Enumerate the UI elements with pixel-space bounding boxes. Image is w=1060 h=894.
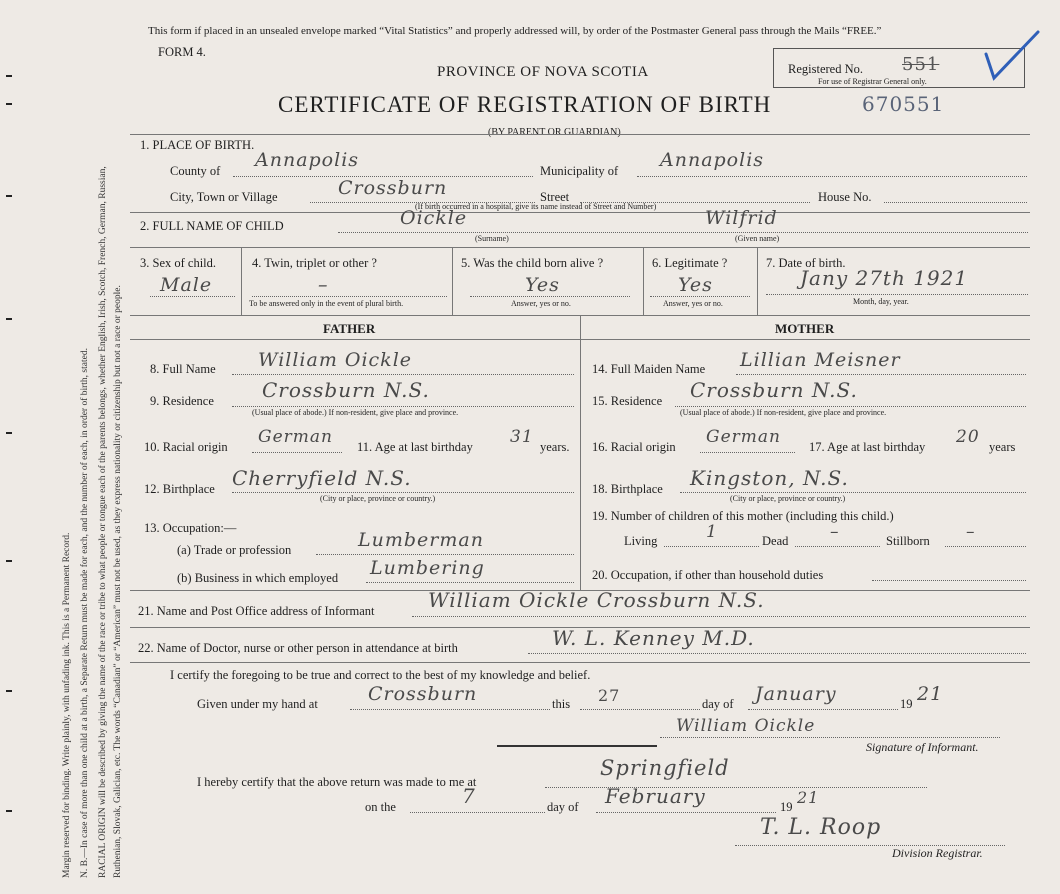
province-heading: PROVINCE OF NOVA SCOTIA — [437, 64, 649, 80]
return-month-value: February — [605, 784, 706, 808]
given-under-label: Given under my hand at — [197, 697, 318, 711]
stillborn-value: – — [966, 522, 976, 542]
sex-label: 3. Sex of child. — [140, 256, 217, 270]
rule-v — [241, 247, 242, 315]
certificate-title: CERTIFICATE OF REGISTRATION OF BIRTH — [278, 92, 772, 117]
father-business-line — [366, 582, 574, 583]
doctor-value: W. L. Kenney M.D. — [552, 626, 755, 650]
house-line — [884, 202, 1027, 203]
father-name-line — [232, 374, 574, 375]
municipality-label: Municipality of — [540, 164, 619, 178]
mother-birthplace-line — [680, 492, 1026, 493]
father-age-value: 31 — [510, 427, 534, 447]
alive-label: 5. Was the child born alive ? — [461, 256, 604, 270]
stamped-number: 670551 — [862, 92, 945, 116]
father-race-label: 10. Racial origin — [144, 440, 228, 454]
child-name-label: 2. FULL NAME OF CHILD — [140, 219, 284, 233]
mother-race-label: 16. Racial origin — [592, 440, 676, 454]
mother-race-value: German — [706, 427, 781, 447]
mother-race-line — [700, 452, 795, 453]
margin-note-nationality: Ruthenian, Slovak, Galician, etc. The words “Canadian” or “American” must not be used, as they express nationality or citizenship but not a race or people. — [113, 285, 123, 878]
given-day-line — [580, 709, 700, 710]
living-value: 1 — [706, 522, 718, 542]
mother-heading: MOTHER — [775, 321, 835, 336]
certify-statement: I certify the foregoing to be true and correct to the best of my knowledge and belief. — [170, 668, 591, 682]
punch-mark — [6, 690, 12, 692]
return-month-line — [596, 812, 776, 813]
father-birthplace-line — [232, 492, 574, 493]
return-place-value: Springfield — [600, 756, 730, 780]
father-birthplace-label: 12. Birthplace — [144, 482, 215, 496]
return-place-line — [545, 787, 927, 788]
legitimate-line — [650, 296, 750, 297]
mother-age-label: 17. Age at last birthday — [809, 440, 926, 454]
house-label: House No. — [818, 190, 872, 204]
form-number: FORM 4. — [158, 45, 206, 59]
county-value: Annapolis — [255, 149, 360, 171]
twin-label: 4. Twin, triplet or other ? — [252, 256, 377, 270]
doctor-line — [528, 653, 1026, 654]
registrar-signature: T. L. Roop — [760, 815, 882, 840]
return-day-of-label: day of — [547, 800, 579, 814]
return-year-value: 21 — [797, 788, 820, 807]
mother-name-value: Lillian Meisner — [740, 349, 901, 371]
rule-v — [452, 247, 453, 315]
father-trade-line — [316, 554, 574, 555]
father-occupation-label: 13. Occupation:— — [144, 521, 237, 535]
father-residence-value: Crossburn N.S. — [262, 378, 430, 402]
alive-caption: Answer, yes or no. — [511, 299, 571, 308]
father-race-value: German — [258, 427, 333, 447]
mother-occupation-label: 20. Occupation, if other than household duties — [592, 568, 824, 582]
punch-mark — [6, 432, 12, 434]
mother-age-value: 20 — [956, 427, 980, 447]
mother-name-line — [736, 374, 1026, 375]
father-name-label: 8. Full Name — [150, 362, 216, 376]
twin-line — [252, 296, 447, 297]
return-day-line — [410, 812, 545, 813]
informant-line — [412, 616, 1026, 617]
legitimate-value: Yes — [678, 274, 713, 296]
informant-signature-caption: Signature of Informant. — [866, 740, 979, 754]
given-year-value: 21 — [917, 683, 944, 705]
mother-birthplace-value: Kingston, N.S. — [690, 466, 849, 490]
margin-note-plural-birth: N. B.—In case of more than one child at a birth, a Separate Return must be made for each, and the number of each, in order of birth, stated. — [80, 348, 90, 878]
doctor-label: 22. Name of Doctor, nurse or other person in attendance at birth — [138, 641, 458, 655]
child-given-value: Wilfrid — [705, 207, 778, 229]
rule-v — [757, 247, 758, 315]
legitimate-caption: Answer, yes or no. — [663, 299, 723, 308]
return-statement: I hereby certify that the above return was made to me at — [197, 775, 477, 789]
registered-label: Registered No. — [788, 62, 863, 76]
given-day-value: 27 — [598, 686, 621, 705]
postal-notice: This form if placed in an unsealed envelope marked “Vital Statistics” and properly addressed will, by order of the Postmaster General pass through the Mails “FREE.” — [148, 25, 882, 37]
rule — [130, 212, 1030, 213]
informant-signature-line — [660, 737, 1000, 738]
mother-name-label: 14. Full Maiden Name — [592, 362, 706, 376]
father-race-line — [252, 452, 342, 453]
registered-number: 551 — [902, 54, 940, 75]
city-value: Crossburn — [338, 177, 448, 199]
sex-value: Male — [160, 274, 213, 296]
punch-mark — [6, 810, 12, 812]
place-of-birth-heading: 1. PLACE OF BIRTH. — [140, 138, 255, 152]
dob-caption: Month, day, year. — [853, 297, 909, 306]
alive-value: Yes — [525, 274, 560, 296]
given-place-value: Crossburn — [368, 683, 478, 705]
father-trade-value: Lumberman — [358, 529, 484, 551]
year-printed: 19 — [900, 697, 913, 711]
father-residence-caption: (Usual place of abode.) If non-resident, give place and province. — [252, 408, 459, 417]
rule — [130, 247, 1030, 248]
father-residence-line — [232, 406, 574, 407]
rule — [497, 745, 657, 747]
rule — [130, 339, 1030, 340]
county-label: County of — [170, 164, 221, 178]
dead-label: Dead — [762, 534, 789, 548]
rule — [130, 662, 1030, 663]
father-trade-label: (a) Trade or profession — [177, 543, 292, 557]
father-name-value: William Oickle — [258, 349, 413, 371]
return-day-value: 7 — [462, 784, 476, 808]
given-month-line — [748, 709, 898, 710]
mother-residence-caption: (Usual place of abode.) If non-resident, give place and province. — [680, 408, 887, 417]
twin-caption: To be answered only in the event of plural birth. — [249, 299, 404, 308]
checkmark-icon — [982, 28, 1042, 84]
father-birthplace-value: Cherryfield N.S. — [232, 466, 412, 490]
child-surname-value: Oickle — [400, 207, 468, 229]
father-birthplace-caption: (City or place, province or country.) — [320, 494, 436, 503]
street-label: Street — [540, 190, 570, 204]
mother-years-label: years — [989, 440, 1016, 454]
punch-mark — [6, 103, 12, 105]
given-month-value: January — [755, 683, 837, 705]
alive-line — [470, 296, 630, 297]
legitimate-label: 6. Legitimate ? — [652, 256, 728, 270]
mother-residence-value: Crossburn N.S. — [690, 378, 858, 402]
given-place-line — [350, 709, 550, 710]
mother-children-label: 19. Number of children of this mother (including this child.) — [592, 509, 894, 523]
father-business-value: Lumbering — [370, 557, 485, 579]
informant-value: William Oickle Crossburn N.S. — [428, 588, 765, 612]
father-years-label: years. — [540, 440, 570, 454]
surname-caption: (Surname) — [475, 234, 509, 243]
punch-mark — [6, 318, 12, 320]
dead-value: – — [830, 522, 840, 542]
margin-note-racial-origin: RACIAL ORIGIN will be described by giving the name of the race or tribe to what people or tongue each of the parents belongs, whether English, Irish, Scotch, French, German, Russian, — [98, 166, 108, 878]
punch-mark — [6, 195, 12, 197]
mother-residence-line — [675, 406, 1026, 407]
municipality-value: Annapolis — [660, 149, 765, 171]
dead-line — [795, 546, 880, 547]
this-label: this — [552, 697, 571, 711]
mother-birthplace-caption: (City or place, province or country.) — [730, 494, 846, 503]
stillborn-line — [945, 546, 1026, 547]
rule-v — [580, 315, 581, 590]
father-heading: FATHER — [323, 321, 376, 336]
father-residence-label: 9. Residence — [150, 394, 214, 408]
sex-line — [150, 296, 235, 297]
given-caption: (Given name) — [735, 234, 780, 243]
day-of-label: day of — [702, 697, 734, 711]
punch-mark — [6, 75, 12, 77]
certificate-subtitle: (BY PARENT OR GUARDIAN) — [488, 127, 621, 138]
registrar-caption: Division Registrar. — [892, 846, 983, 860]
margin-note-binding: Margin reserved for binding. Write plainly, with unfading ink. This is a Permanent Record. — [62, 532, 72, 878]
stillborn-label: Stillborn — [886, 534, 930, 548]
rule — [130, 134, 1030, 135]
mother-birthplace-label: 18. Birthplace — [592, 482, 663, 496]
twin-value: – — [318, 274, 329, 296]
informant-label: 21. Name and Post Office address of Informant — [138, 604, 375, 618]
dob-label: 7. Date of birth. — [766, 256, 846, 270]
return-year-printed: 19 — [780, 800, 793, 814]
living-line — [664, 546, 759, 547]
father-age-label: 11. Age at last birthday — [357, 440, 473, 454]
registered-note: For use of Registrar General only. — [818, 77, 927, 86]
city-label: City, Town or Village — [170, 190, 278, 204]
on-the-label: on the — [365, 800, 396, 814]
punch-mark — [6, 560, 12, 562]
dob-line — [766, 294, 1028, 295]
municipality-line — [637, 176, 1027, 177]
father-business-label: (b) Business in which employed — [177, 571, 339, 585]
rule-v — [643, 247, 644, 315]
living-label: Living — [624, 534, 658, 548]
informant-signature: William Oickle — [676, 716, 816, 736]
mother-occupation-line — [872, 580, 1026, 581]
mother-residence-label: 15. Residence — [592, 394, 663, 408]
street-note: (If birth occurred in a hospital, give its name instead of Street and Number) — [415, 202, 657, 211]
dob-value: Jany 27th 1921 — [800, 266, 969, 290]
child-name-line — [338, 232, 1028, 233]
